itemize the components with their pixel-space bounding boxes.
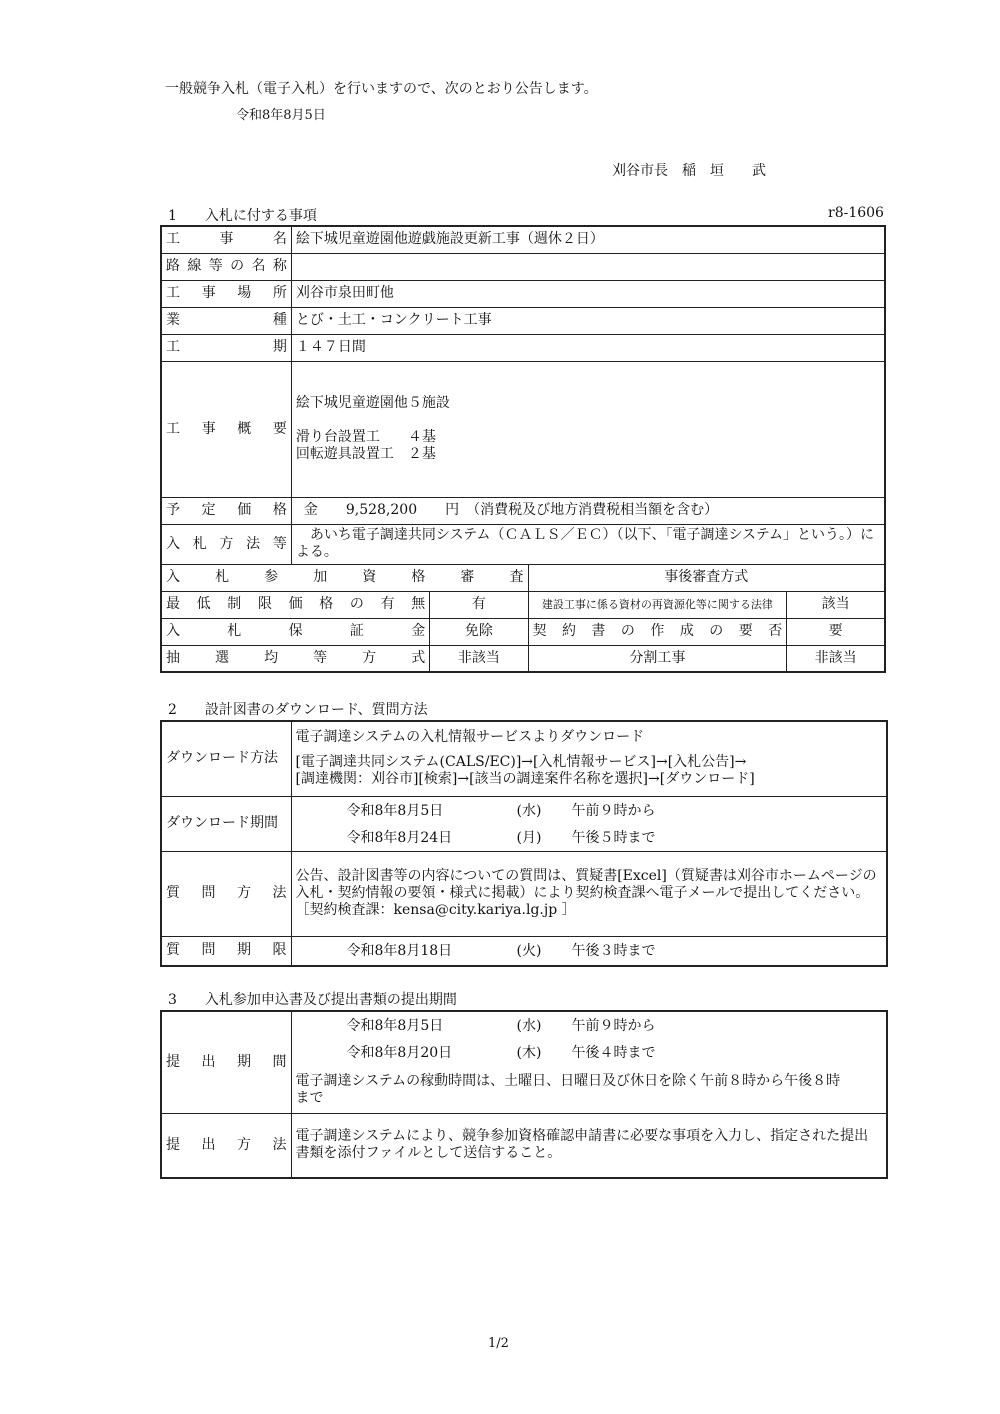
- houhou-value: あいち電子調達共同システム（ＣＡＬＳ／ＥＣ）（以下、「電子調達システム」という。）による。: [291, 524, 885, 564]
- basho-value: 刈谷市泉田町他: [291, 280, 885, 307]
- shikaku-label: 入札参加資格審査: [161, 564, 528, 591]
- keiyaku-value: 要: [787, 618, 885, 645]
- case-code: r8-1606: [828, 205, 884, 221]
- end-time: 午後４時まで: [571, 1045, 656, 1061]
- dl-start-day: (水): [516, 802, 542, 819]
- gyoushu-label: 業種: [161, 307, 291, 334]
- table-row: [161, 851, 887, 936]
- signer: 刈谷市長 稲 垣 武: [612, 163, 766, 179]
- q-deadline-value: [291, 936, 887, 966]
- period-note: 電子調達システムの稼動時間は、土曜日、日曜日及び休日を除く午前８時から午後８時まで: [295, 1073, 841, 1106]
- hoshou-label: 入札保証金: [161, 618, 430, 645]
- q-deadline-label: 質問期限: [161, 936, 291, 966]
- section3-table: [160, 1010, 888, 1179]
- gaiyou-line: 絵下城児童遊園他５施設: [295, 395, 450, 411]
- q-method-text: 公告、設計図書等の内容についての質問は、質疑書[Excel]（質疑書は刈谷市ホームページの入札・契約情報の要領・様式に掲載）により契約検査課へ電子メールで提出してください。: [295, 868, 877, 901]
- section3-title: 3 入札参加申込書及び提出書類の提出期間: [168, 992, 457, 1008]
- kouji-value: 絵下城児童遊園他遊戯施設更新工事（週休２日）: [291, 226, 885, 253]
- q-method-label: 質問方法: [161, 851, 291, 936]
- section2-title: 2 設計図書のダウンロード、質問方法: [168, 702, 428, 718]
- period-label: 提出期間: [161, 1011, 291, 1113]
- start-day: (水): [516, 1018, 542, 1034]
- saishigen-value: 該当: [787, 591, 885, 618]
- gaiyou-label: 工事概要: [161, 361, 291, 497]
- dl-start-date: 令和8年8月5日: [346, 802, 444, 819]
- table-row: [161, 936, 887, 966]
- section1-title: 1 入札に付する事項: [168, 208, 317, 224]
- dl-end-date: 令和8年8月24日: [346, 829, 453, 846]
- table-row: [161, 618, 885, 645]
- intro-text: 一般競争入札（電子入札）を行いますので、次のとおり公告します。: [165, 81, 598, 97]
- dl-end-day: (月): [516, 829, 542, 846]
- table-row: [161, 645, 885, 672]
- table-row: [161, 721, 887, 796]
- gyoushu-value: とび・土工・コンクリート工事: [291, 307, 885, 334]
- section2-table: [160, 720, 888, 967]
- table-row: [161, 226, 885, 253]
- q-deadline-day: (火): [516, 942, 542, 959]
- rosen-label: 路線等の名称: [161, 253, 291, 280]
- kouji-label: 工事名: [161, 226, 291, 253]
- table-row: [161, 1011, 887, 1113]
- hoshou-value: 免除: [430, 618, 528, 645]
- yotei-value: 金 9,528,200 円 （消費税及び地方消費税相当額を含む）: [291, 497, 885, 524]
- basho-label: 工事場所: [161, 280, 291, 307]
- bunkatsu-label: 分割工事: [528, 645, 787, 672]
- gaiyou-line: 回転遊具設置工 ２基: [295, 446, 436, 462]
- houhou-label: 入札方法等: [161, 524, 291, 564]
- method-value: 電子調達システムにより、競争参加資格確認申請書に必要な事項を入力し、指定された提出書類を添付ファイルとして送信すること。: [291, 1113, 887, 1178]
- yotei-label: 予定価格: [161, 497, 291, 524]
- dl-period-value: [291, 796, 887, 851]
- period-value: [291, 1011, 887, 1113]
- q-method-value: [291, 851, 887, 936]
- table-row: [161, 591, 885, 618]
- dl-method-label: ダウンロード方法: [161, 721, 291, 796]
- dl-method-value: [291, 721, 887, 796]
- table-row: [161, 796, 887, 851]
- dl-end-time: 午後５時まで: [571, 829, 656, 846]
- page-number: 1/2: [488, 1336, 509, 1351]
- table-row: [161, 564, 885, 591]
- table-row: [161, 1113, 887, 1178]
- method-label: 提出方法: [161, 1113, 291, 1178]
- saitei-label: 最低制限価格の有無: [161, 591, 430, 618]
- chusen-label: 抽選均等方式: [161, 645, 430, 672]
- saitei-value: 有: [430, 591, 528, 618]
- kouki-value: １４７日間: [291, 334, 885, 361]
- bunkatsu-value: 非該当: [787, 645, 885, 672]
- q-deadline-time: 午後３時まで: [571, 942, 656, 959]
- kouki-label: 工期: [161, 334, 291, 361]
- end-day: (木): [516, 1045, 542, 1061]
- section1-table: [160, 225, 886, 673]
- end-date: 令和8年8月20日: [346, 1045, 453, 1061]
- table-row: [161, 524, 885, 564]
- gaiyou-value: [291, 361, 885, 497]
- table-row: [161, 361, 885, 497]
- table-row: [161, 497, 885, 524]
- table-row: [161, 253, 885, 280]
- chusen-value: 非該当: [430, 645, 528, 672]
- start-date: 令和8年8月5日: [346, 1018, 444, 1034]
- shikaku-value: 事後審査方式: [528, 564, 885, 591]
- table-row: [161, 280, 885, 307]
- dl-method-line: [電子調達共同システム(CALS/EC)]→[入札情報サービス]→[入札公告]→: [295, 754, 747, 771]
- saishigen-label: 建設工事に係る資材の再資源化等に関する法律: [528, 591, 787, 618]
- rosen-value: [291, 253, 885, 280]
- dl-method-line: [調達機関：刈谷市][検索]→[該当の調達案件名称を選択]→[ダウンロード]: [295, 771, 755, 788]
- dl-method-line: 電子調達システムの入札情報サービスよりダウンロード: [295, 729, 645, 746]
- table-row: [161, 307, 885, 334]
- dl-period-label: ダウンロード期間: [161, 796, 291, 851]
- keiyaku-label: 契約書の作成の要否: [528, 618, 787, 645]
- q-deadline-date: 令和8年8月18日: [346, 942, 453, 959]
- gaiyou-line: 滑り台設置工 ４基: [295, 429, 436, 445]
- start-time: 午前９時から: [571, 1018, 656, 1034]
- q-method-mail: ［契約検査課：kensa@city.kariya.lg.jp ］: [295, 902, 576, 918]
- table-row: [161, 334, 885, 361]
- dl-start-time: 午前９時から: [571, 802, 656, 819]
- notice-date: 令和8年8月5日: [236, 108, 326, 123]
